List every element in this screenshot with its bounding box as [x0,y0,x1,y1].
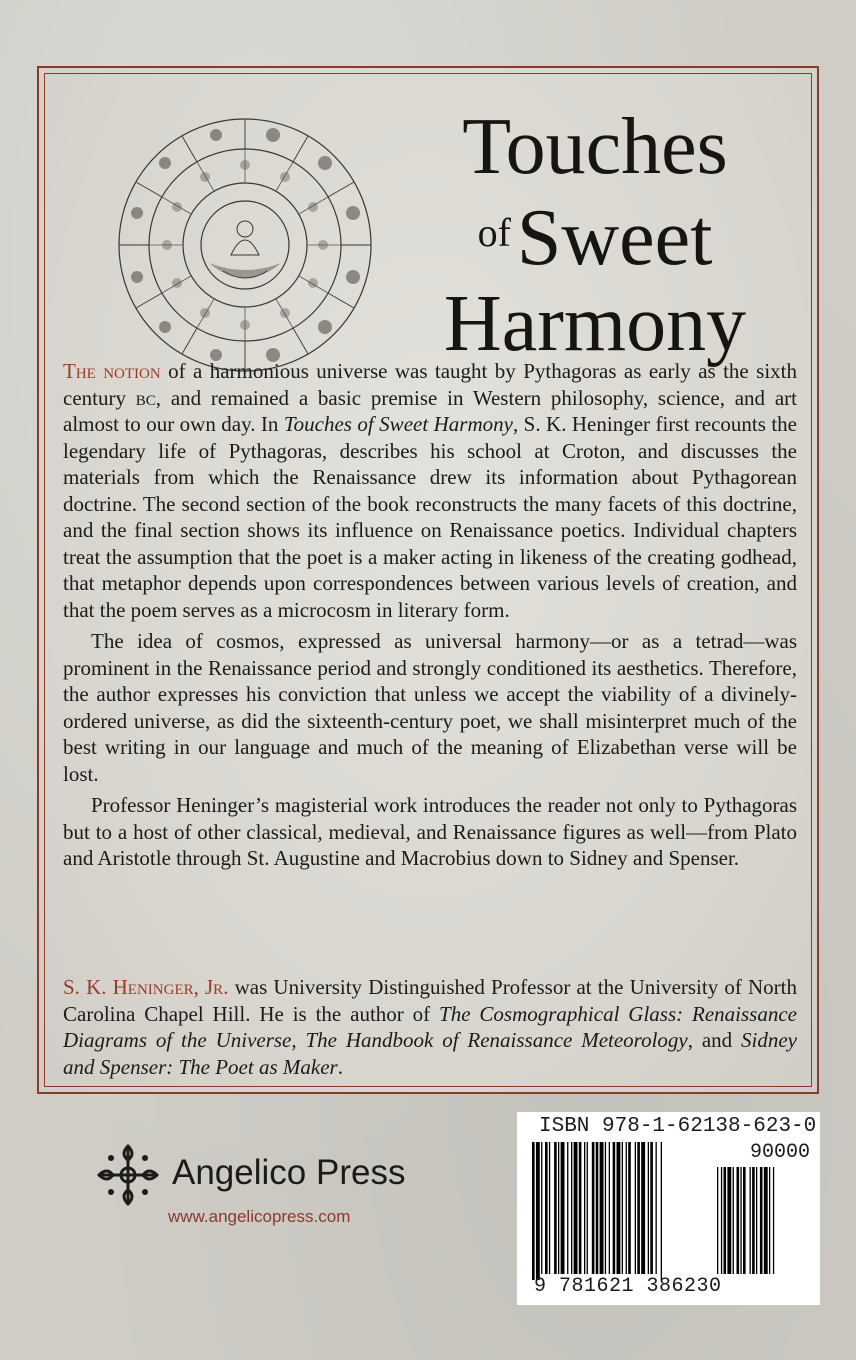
bio-text-d: . [337,1054,343,1079]
barcode-bar [641,1142,645,1274]
bio-text-b: , [291,1028,306,1052]
bio-book-2: The Handbook of Renaissance Meteorology [305,1028,688,1052]
description-paragraph-3: Professor Heninger’s magisterial work introduces the reader not only to Pythagoras but to a host of other classical, medieval, and Renaissance figures as well—from Plato and Aristotle through St. Augustine and Macrobius down to Sidney and Spenser. [63,793,797,870]
barcode-bar [650,1142,653,1274]
publisher-url[interactable]: www.angelicopress.com [168,1207,351,1226]
back-cover-panel [37,66,819,1094]
barcode-bar [661,1142,662,1280]
title-sweet: Sweet [516,194,713,282]
lead-small-caps: The notion [63,359,161,383]
author-bio [63,974,797,1080]
price-bar [769,1167,770,1274]
price-bar [764,1167,768,1274]
price-bar [756,1167,757,1274]
barcode-bar [609,1142,610,1274]
barcode-bar [541,1142,542,1274]
barcode-bar [622,1142,623,1274]
price-bar [733,1167,734,1274]
description-paragraph-2: The idea of cosmos, expressed as universal harmony—or as a tetrad—was prominent in the Renaissance period and strongly conditioned its aesthetics. Therefore, the author expresses his conviction that unless we accept the viability of a divinely-ordered universe, as did the sixteenth-century poet, we shall misinterpret much of the best writing in our language and much of the meaning of Elizabethan verse will be lost. [63,629,797,786]
price-bar [727,1167,731,1274]
price-bar [773,1167,774,1274]
desc-text-c: , S. K. Heninger first recounts the legendary life of Pythagoras, describes his school at Croton, and discusses the materials from which the Renaissance drew its information about Pythagorean doctrine. The second section of the book reconstructs the many facets of this doctrine, and the final section shows its influence on Renaissance poetics. Individual chapters treat the assumption that the poet is a maker acting in likeness of the creating godhead, that metaphor depends upon correspondences between various levels of creation, and that the poem serves as a microcosm in literary form. [63,412,797,622]
publisher-name: Angelico Press [172,1153,406,1192]
price-bar [760,1167,763,1274]
price-bar [752,1167,755,1274]
price-bar [721,1167,722,1274]
barcode-bar [596,1142,599,1274]
barcode-bar [637,1142,640,1274]
barcode-bar [567,1142,568,1274]
title-italic: Touches of Sweet Harmony [283,412,513,436]
barcode-bar [536,1142,540,1280]
isbn-text: ISBN 978-1-62138-623-0 [539,1115,817,1138]
description-paragraph-1 [63,358,797,623]
barcode-bar [549,1142,550,1274]
barcode-bar [579,1142,582,1274]
desc-text-b: , and remained a basic premise in Western philosophy, science, and art almost to our own day. In [63,385,797,436]
cross-ornament-icon [93,1140,163,1210]
price-bar [724,1167,727,1274]
title-line-2 [415,190,775,281]
barcode-bar [571,1142,572,1274]
desc-text-a: of a harmonious universe was taught by Pythagoras as early as the sixth century [63,359,797,410]
barcode-bar [628,1142,631,1274]
price-bar [743,1167,746,1274]
barcode-bar [532,1142,535,1280]
author-name: S. K. Heninger, Jr. [63,975,229,999]
bio-paragraph [63,974,797,1080]
barcode-bar [656,1142,657,1274]
barcode-bar [584,1142,585,1274]
barcode-bar [545,1142,548,1274]
bio-text-c: , and [687,1028,742,1052]
barcode-bar [592,1142,595,1274]
barcode-bar [613,1142,616,1274]
book-title [415,104,775,367]
price-bar [717,1167,718,1274]
barcode-bar [605,1142,606,1274]
bc-small-caps: bc [135,385,156,410]
price-bar [737,1167,740,1274]
bio-book-3: Sidney and Spenser: The Poet as Maker [63,1028,798,1079]
zodiac-wheel-illustration [113,95,383,395]
barcode-bar [554,1142,557,1274]
price-bar [740,1167,741,1274]
publisher-logo [93,1140,433,1235]
barcode [517,1112,820,1305]
barcode-bar [587,1142,588,1274]
barcode-bar [558,1142,559,1274]
title-line-3: Harmony [443,280,747,368]
title-of: of [477,210,511,255]
barcode-bar [600,1142,604,1274]
bio-text-a: was University Distinguished Professor at the University of North Carolina Chapel Hill. He is the author of [63,975,798,1026]
barcode-bar [648,1142,649,1274]
title-line-1: Touches [462,103,728,191]
barcode-bar [626,1142,627,1274]
barcode-bar [617,1142,621,1274]
barcode-bar [561,1142,565,1274]
book-description [63,358,797,877]
ean-digits: 9 781621 386230 [534,1275,722,1298]
price-bar [750,1167,751,1274]
barcode-bar [574,1142,578,1274]
barcode-bar [635,1142,636,1274]
price-code: 90000 [750,1141,811,1164]
bio-book-1: The Cosmographical Glass: Renaissance Diagrams of the Universe [63,1001,797,1052]
